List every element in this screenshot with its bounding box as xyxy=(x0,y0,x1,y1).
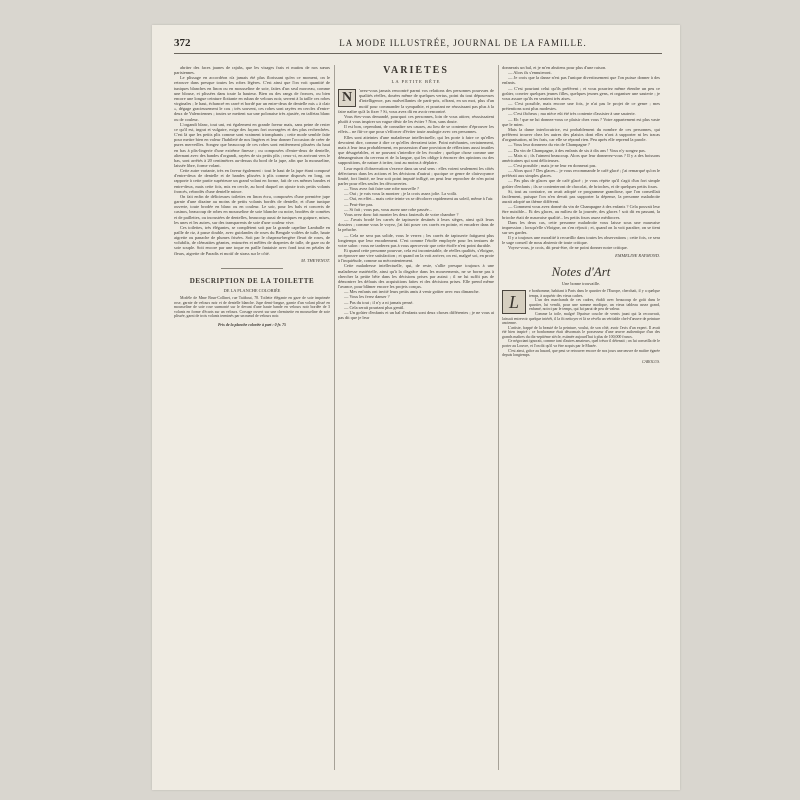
toilette-title: DESCRIPTION DE LA TOILETTE xyxy=(189,276,315,285)
page-header xyxy=(174,37,662,54)
paragraph: Et quand cette personne pourvue, cela est incontestable, de réelles qualités, s'éloigne, on éprouve une vive satisfaction ; et quand on la voit arriver, on est, malgré soi, en proie à l'inquiétude, comme au mécontentement. xyxy=(338,248,494,264)
dialogue-line: — Cela ne sera pas solide, vous le verrez ; les carrés de tapisserie fatiguent plus longtemps que leur encadrement. C'est comme l'étoffe employée pour les tentures de votre salon : vous ne tarderez pas à vous apercevoir que cette étoffe n'est point durable. xyxy=(338,232,494,248)
plate-price: Prix de la planche coloriée à part : 0 fr. 75 xyxy=(218,323,286,328)
varietes-title: VARIÉTÉS xyxy=(383,65,449,76)
dialogue-line: — Comment vous avez donné du vin de Champagne à des enfants ? Cela pouvait leur être nuisible... Et des glaces, au milieu de la journée, des glaces ! soit dit en passant, la brioche était de mauvaise qualité... les petits fours assez médiocres. xyxy=(502,204,660,220)
dialogue-line: — Alors ils s'ennuieront. xyxy=(508,70,552,76)
dialogue-line: — J'avais brodé les carrés de tapisserie destinés à leurs sièges, ainsi qu'à leurs dossiers ; comme vous le voyez, j'ai fait poser ces carrés en pointe, et encadrer dans de la peluche. xyxy=(338,217,494,233)
paragraph: Cette maladresse intellectuelle, qui, de reste, s'allie presque toujours à une maladresse matérielle, ainsi qu'à la disgrâce dans les mouvements, ne se borne pas à chercher la petite bête dans les décisions prises par autrui ; il ne lui suffit pas de démontrer les défauts des acquisitions faites et des décisions prises. Elle prend même l'avance, pour blâmer encore les projets conçus. xyxy=(338,263,494,290)
dropcap-letter: N xyxy=(338,89,356,107)
paragraph: L'un des marchands de ces cadres, établi avec beaucoup de goût dans le quartier, lui vendit, pour une somme modique, un vieux tableau assez grand, enfumé, noirci par le temps, qui lui parut de peu de valeur. xyxy=(529,298,660,312)
author-signature: M. THEVENOT. xyxy=(301,257,330,263)
paragraph: Voyez-vous, je crois, dit peut-être, de ne point donner notre critique. xyxy=(508,245,628,251)
page-number: 372 xyxy=(174,37,191,49)
dialogue-line: — Vous les ferez danser ? xyxy=(344,294,390,300)
toilette-description: Modèle de Mme Brun-Collinet, rue Taitbout, 78. Toilette élégante en gaze de soie imprimée rose, garnie de velours noir et de dentelle blanche. Jupe demi-longue, garnie d'un volant plissé en mousseline de soie rose surmonté sur le devant d'une haute bande en velours noir bordée de 3 volants en forme d'écarts sur un velours. Corsage ouvert sur une chemisette en mousseline de soie plissée, garni de trois volants terminés par un nœud de velours noir. xyxy=(174,296,330,319)
paragraph: e bonhomme, habitant à Paris dans le quartier de l'Europe, cherchait, il y a quelque temps, à acquérir des vieux cadres. xyxy=(529,288,660,298)
dialogue-line: — Alors quoi ? Des glaces... je vous recommande le café glacé ; j'ai remarqué qu'on le préférait aux simples glaces. xyxy=(502,168,660,179)
dialogue-line: — C'est fâcheux ; ma nièce eût été très contente d'assister à une sauterie. xyxy=(508,111,636,117)
paragraph: Ces toilettes, très élégantes, se complètent soit par la grande capeline Lamballe en paille de riz, à passe double, avec guirlandes de roses du Bengale voilées de tulle, haute aigrette ou panache de plumes frisées. Soit par le chapeau-bergère fleuri de roses, de volubilis, de clématites géantes, entourées et mêlées de draperies de tulle, de gaze ou de soie souple. Soit encore par une toque en paille fantaisie avec fond tout en pétales de fleurs, aigrette de Paradis et motif de strass sur le côté. xyxy=(174,224,330,256)
paragraph: Ce négociant ignorait, comme tant d'autres amateurs, quel trésor il détenait ; on lui conseilla de le porter au Louvre, et l'on dit qu'il va être acquis par le Musée. xyxy=(502,339,660,349)
notes-art-title: Notes d'Art xyxy=(551,263,611,279)
ornamental-dropcap: L xyxy=(502,290,526,314)
author-signature: EMMELINE RAYMOND. xyxy=(615,252,660,258)
section-divider xyxy=(221,268,283,269)
dialogue-line: — Oui, en effet... mais cette teinte va se décolorer rapidement au soleil, même à l'air. xyxy=(344,196,494,202)
column-continued xyxy=(502,65,660,765)
paragraph: Le plissage en accordéon n'a jamais été plus florissant qu'en ce moment, on le retrouve dans presque toutes les robes légères. C'est ainsi que l'on voit quantité de tuniques blanches en linon ou en mousseline de soie, faites d'un seul morceau, comme une blouse, et plissées dans toute la hauteur. Bien ou des rangs de fronces, ou bien encore une longue ceinture flottante en ruban de velours noir, serrent à la taille ces robes virginales ; le haut, échancré en carré et bordé par un entre-deux de dentelle mis « à clair », dégage gracieusement le cou ; très souvent, ces robes sont rayées en cercles d'entre-deux de Valenciennes ; toutes se mettent sur une polonaise très ajustée, en taffetas blanc ou de couleur. xyxy=(174,75,330,122)
dialogue-line: — Mes enfants ont invité leurs petits amis à venir goûter avec eux dimanche. xyxy=(344,289,480,295)
dialogue-line: — Oui ; je vais vous la montrer ; je la crois assez jolie. La voilà. xyxy=(344,191,458,197)
varietes-subtitle: LA PETITE BÊTE xyxy=(391,79,441,84)
dialogue-line: — C'est pourtant celui qu'ils préfèrent ; et vous pourriez même étendre un peu ce goûter, convier quelques jeunes filles, quelques jeunes gens, et organiser une sauterie ; je vous assure qu'ils en seraient très aises. xyxy=(502,85,660,101)
dialogue-line: — C'est possible ; mais je ne leur en donnerai pas. xyxy=(508,162,597,168)
toilette-subtitle: DE LA PLANCHE COLORIÉE xyxy=(223,287,281,293)
paragraph: Si, tout au contraire, on avait adopté ce programme grandiose, que l'on conseillait facilement, puisque l'on n'en devait pas supporter la dépense, la personne maladroite aurait adopté un thème différent. xyxy=(502,188,660,205)
column-divider xyxy=(498,65,499,770)
column-divider xyxy=(334,65,335,770)
dialogue-line: — Vous leur donnerez du vin de Champagne ? xyxy=(508,142,590,148)
paragraph: L'artiste, frappé de la beauté de la peinture, voulut, de son côté, avoir l'avis d'un expert. Il avait été bien inspiré ; ce bonhomme était désormais le possesseur d'une œuvre authentique d'un des grands maîtres du dix-septième siècle, estimée aujourd'hui à plus de 100,000 francs. xyxy=(502,325,660,339)
paragraph: Mais la dame interlocutrice, est probablement du nombre de ces personnes, qui préfèrent trouver chez les autres des plaisirs dont elles n'ont à supporter ni les tracas d'organisation, ni les frais, car elle se répond rien. Peu après elle reprend la parole. xyxy=(502,126,660,143)
paragraph: Leur esprit d'observation s'exerce dans un seul sens : elles voient seulement les côtés défectueux dans les actions et les décisions d'autrui ; quoique ce genre de clairvoyance limité, fort limité, ne leur soit point imputé infligé, on peut leur reprocher de n'en point parler pour elles seules les découvertes. xyxy=(338,165,494,186)
journal-title: LA MODE ILLUSTRÉE, JOURNAL DE LA FAMILLE. xyxy=(339,38,587,48)
column-varietes xyxy=(338,65,494,765)
dialogue-line: Vous avez donc fait monter les deux fauteuils de votre chambre ? xyxy=(344,211,459,217)
column-fashion xyxy=(174,65,330,765)
dialogue-line: — Pas du tout ; il n'y a ni jamais pensé. xyxy=(344,299,414,305)
dialogue-line: — Cela serait pourtant plus gentil. xyxy=(344,304,405,310)
notes-art-subtitle: Une bonne trouvaille. xyxy=(561,280,601,286)
paragraph: donnerais un bal, et je m'en abstiens pour plus d'une raison. xyxy=(502,65,607,70)
notes-signature: CAROLUS. xyxy=(641,359,660,364)
dialogue-line: — Pas plus de glaces que de café glacé ; je vous répète qu'il s'agit d'un fort simple goûter d'enfants ; ils se contenteront de chocolat, de brioches, et de quelques petits fours. xyxy=(502,178,660,189)
paragraph: Il est bon, cependant, de connaître ses causes, au lieu de se contenter d'éprouver les effets... ne fût-ce que pour s'efforcer d'éviter toute analogie avec ces personnes. xyxy=(338,124,494,135)
paragraph: abriter des faces jaunes de rajahs, que les visages frais et mutins de nos sœurs parisiennes. xyxy=(174,65,330,76)
newspaper-page xyxy=(152,25,680,790)
paragraph: Elles sont atteintes d'une maladresse intellectuelle, qui les porte à faire ce qu'elles devraient dire, comme à dire ce qu'elles devraient taire. Point méchantes, certainement, mais à leur insu probablement, en possession d'une provision de réflexions aussi inutiles que désagréables, et ne pouvant s'interdire de les écouler ; quelque chose comme une démangeaison du cerveau et de la langue, qui les oblige à énoncer des opinions ou des suppositions, de nature à irriter, tout au moins à déplaire. xyxy=(338,134,494,166)
dialogue-line: — Eh ! que ne lui donnez-vous ce plaisir chez vous ? Votre appartement est plus vaste que le mien. xyxy=(502,116,660,127)
dialogue-line: — C'est possible, mais encore une fois, je n'ai pas le projet de ce genre ; mes prétentions sont plus modestes. xyxy=(502,101,660,112)
paragraph: Dans les deux cas, cette personne maladroite vous laisse sous une mauvaise impression ; lorsqu'elle s'éloigne, on s'en réjouit ; et, quand on la voit paraître, on se tient sur ses gardes. xyxy=(502,219,660,235)
paragraph: Il y a toujours une moralité à recueillir dans toutes les observations ; cette fois, ce sera le sage conseil de nous abstenir de toute critique. xyxy=(502,235,660,246)
dialogue-line: — Peut-être pas. xyxy=(344,201,374,207)
dialogue-line: — Mais si ; ils l'aiment beaucoup. Alors que leur donnerez-vous ? Il y a des boissons américaines qui sont délicieuses. xyxy=(502,152,660,163)
paragraph: Comme la toile, malgré l'épaisse couche de vernis jauni qui la recouvrait, laissait entrevoir quelque intérêt, il la fit nettoyer et là se révéla un véritable chef-d'œuvre de peinture ancienne. xyxy=(502,311,660,326)
paragraph: Vous êtes-vous demandé, pourquoi ces personnes, loin de vous attirer, réussissaient plutôt à vous inspirer un vague désir de les éviter ? Non, sans doute. xyxy=(338,113,494,125)
paragraph: On fait enfin de délicieuses toilettes en linon écru, composées d'une première jupe garnie d'une dizaine au moins de petits volants bordés de dentelle, et d'une tunique ouverte, toute brodée en blanc ou en couleur. Le soir, pour les bals et concerts de casinos, beaucoup de robes en mousseline de soie blanche ou noire, brodées de comètes et de paillettes, ou incrustées de dentelles, beaucoup aussi de tuniques en guipure, mises, les unes et les autres, sur des transparents de soie d'une couleur vive. xyxy=(174,193,330,225)
paragraph: L'organdi blanc, tout uni, est également en grande faveur mais, sans peine de rester ce qu'il est, ingrat et vulgaire, exige des façons fort ouvragées et des plus recherchées. C'est là que les petits plis comme sont vraiment triomphants ; cette mode semble faite pour mettre bien en valeur l'habileté de nos lingères et leur donner l'occasion de créer de pures merveilles. Songez que beaucoup de ces robes sont entièrement plissées du haut en bas à plis-lingerie d'une extrême finesse ; ou composées d'entre-deux de dentelle, alternant avec des bandes d'organdi, rayées de six petits plis ; ceux-ci, en arrivant vers le bas, sont arrêtés à 20 centimètres au-dessus du bord de la jupe, afin que la mousseline, laissée libre, forme volant. xyxy=(174,121,330,168)
dialogue-line: — Un goûter d'enfants et un bal d'enfants sont deux choses différentes ; je ne vous ai pas dit que je leur xyxy=(338,309,494,321)
dialogue-line: — Du vin de Champagne, à des enfants de six à dix ans ! Vous n'y songez pas. xyxy=(508,147,646,153)
paragraph: Cette autre variante, très en faveur également : tout le haut de la jupe étant composé d'entre-deux de dentelle et de bandes plissées à plis comme disposés en long, on rapporte à cette partie supérieure un grand volant en forme, fait de ces mêmes bandes et entre-deux, mais cette fois, mis en cercle, au bord duquel on ajoute trois petits volants froncés, rebrodés d'une dentelle mince. xyxy=(174,168,330,194)
dialogue-line: — Je crois que la danse n'est pas l'unique divertissement que l'on puisse donner à des enfants. xyxy=(502,75,660,86)
paragraph: 'avez-vous jamais rencontré parmi vos relations des personnes pourvues de qualités réelles, douées même de quelques vertus, point du tout dépourvues d'intelligence, pas malveillantes de parti-pris, offrant, en un mot, plus d'un motif pour commander la sympathie, et pourtant ne réussissant pas plus à la faire naître qu'à la fixer ? Si, vous avez dû en avoir rencontré. xyxy=(338,88,494,114)
dialogue-line: — Si fait ; vous pas, vous aurez une robe passée... xyxy=(344,206,433,212)
dialogue-line: — Vous avez fait faire une robe nouvelle ? xyxy=(344,186,419,192)
paragraph: C'est ainsi, grâce au hasard, que peut se retrouver encore de nos jours une œuvre de maître égarée depuis longtemps. xyxy=(502,348,660,358)
